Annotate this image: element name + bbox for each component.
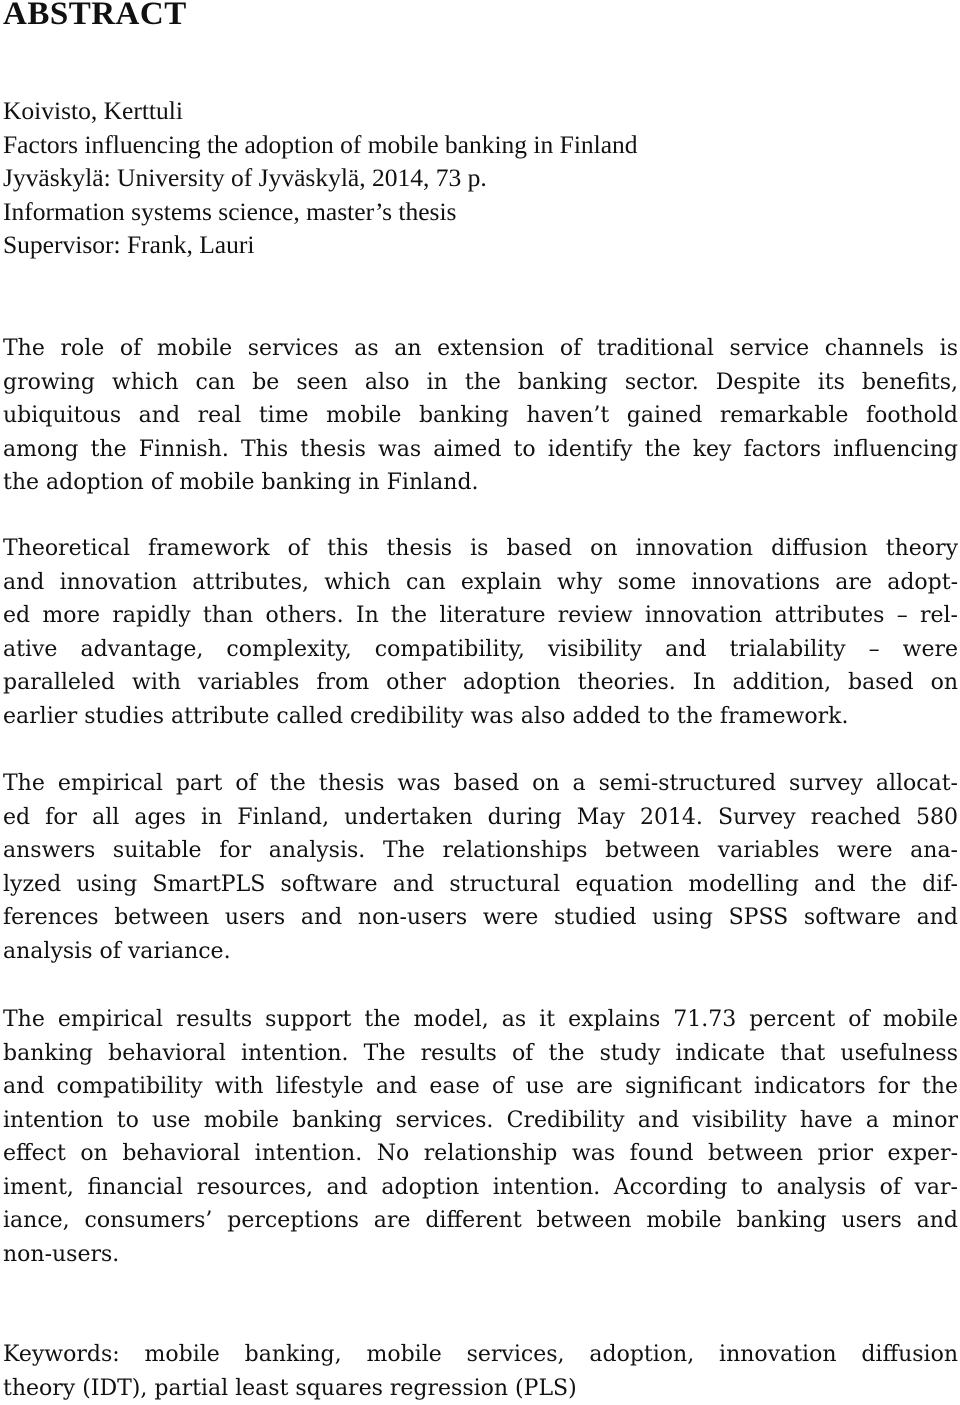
keywords-paragraph <box>3 1338 958 1405</box>
page-title: ABSTRACT <box>3 0 187 32</box>
text-line: answers suitable for analysis. The relationships between variables were ana- <box>3 838 958 863</box>
text-line: theory (IDT), partial least squares regression (PLS) <box>3 1375 577 1401</box>
text-line: ative advantage, complexity, compatibility, visibility and trialability – were <box>3 636 958 662</box>
text-line: and compatibility with lifestyle and ease of use are significant indicators for the <box>3 1074 958 1099</box>
text-line: growing which can be seen also in the banking sector. Despite its benefits, <box>3 369 958 395</box>
text-line: paralleled with variables from other adoption theories. In addition, based on <box>3 670 958 695</box>
text-line: earlier studies attribute called credibility was also added to the framework. <box>3 703 849 729</box>
text-line: non-users. <box>3 1241 120 1267</box>
text-line: intention to use mobile banking services. Credibility and visibility have a minor <box>3 1107 958 1133</box>
text-line: Theoretical framework of this thesis is based on innovation diffusion theory <box>3 536 958 561</box>
abstract-paragraph-framework <box>3 532 958 733</box>
thesis-metadata <box>3 94 638 262</box>
thesis-title-line: Factors influencing the adoption of mobile banking in Finland <box>3 129 638 159</box>
text-line: the adoption of mobile banking in Finland. <box>3 470 479 495</box>
abstract-paragraph-empirical-method <box>3 767 958 968</box>
text-line: banking behavioral intention. The results of the study indicate that usefulness <box>3 1040 958 1066</box>
text-line: ed more rapidly than others. In the literature review innovation attributes – rel- <box>3 603 958 628</box>
text-line: Keywords: mobile banking, mobile services, adoption, innovation diffusion <box>3 1342 958 1367</box>
text-line: among the Finnish. This thesis was aimed to identify the key factors influencing <box>3 436 958 462</box>
text-line: iment, financial resources, and adoption intention. According to analysis of var- <box>3 1174 958 1200</box>
program-line: Information systems science, master’s thesis <box>3 196 457 226</box>
text-line: and innovation attributes, which can explain why some innovations are adopt- <box>3 569 958 595</box>
abstract-paragraph-introduction <box>3 332 958 500</box>
author-line: Koivisto, Kerttuli <box>3 96 183 125</box>
publisher-line: Jyväskylä: University of Jyväskylä, 2014, 73 p. <box>3 163 487 192</box>
abstract-paragraph-results <box>3 1003 958 1271</box>
text-line: ed for all ages in Finland, undertaken during May 2014. Survey reached 580 <box>3 804 958 830</box>
text-line: The role of mobile services as an extension of traditional service channels is <box>3 336 958 361</box>
text-line: ubiquitous and real time mobile banking haven’t gained remarkable foothold <box>3 403 958 428</box>
text-line: effect on behavioral intention. No relationship was found between prior exper- <box>3 1141 958 1166</box>
text-line: The empirical part of the thesis was based on a semi-structured survey allocat- <box>3 771 958 796</box>
supervisor-line: Supervisor: Frank, Lauri <box>3 230 255 259</box>
text-line: iance, consumers’ perceptions are different between mobile banking users and <box>3 1208 958 1233</box>
text-line: ferences between users and non-users were studied using SPSS software and <box>3 905 958 930</box>
text-line: The empirical results support the model, as it explains 71.73 percent of mobile <box>3 1007 958 1032</box>
text-line: lyzed using SmartPLS software and structural equation modelling and the dif- <box>3 871 958 897</box>
text-line: analysis of variance. <box>3 938 231 964</box>
